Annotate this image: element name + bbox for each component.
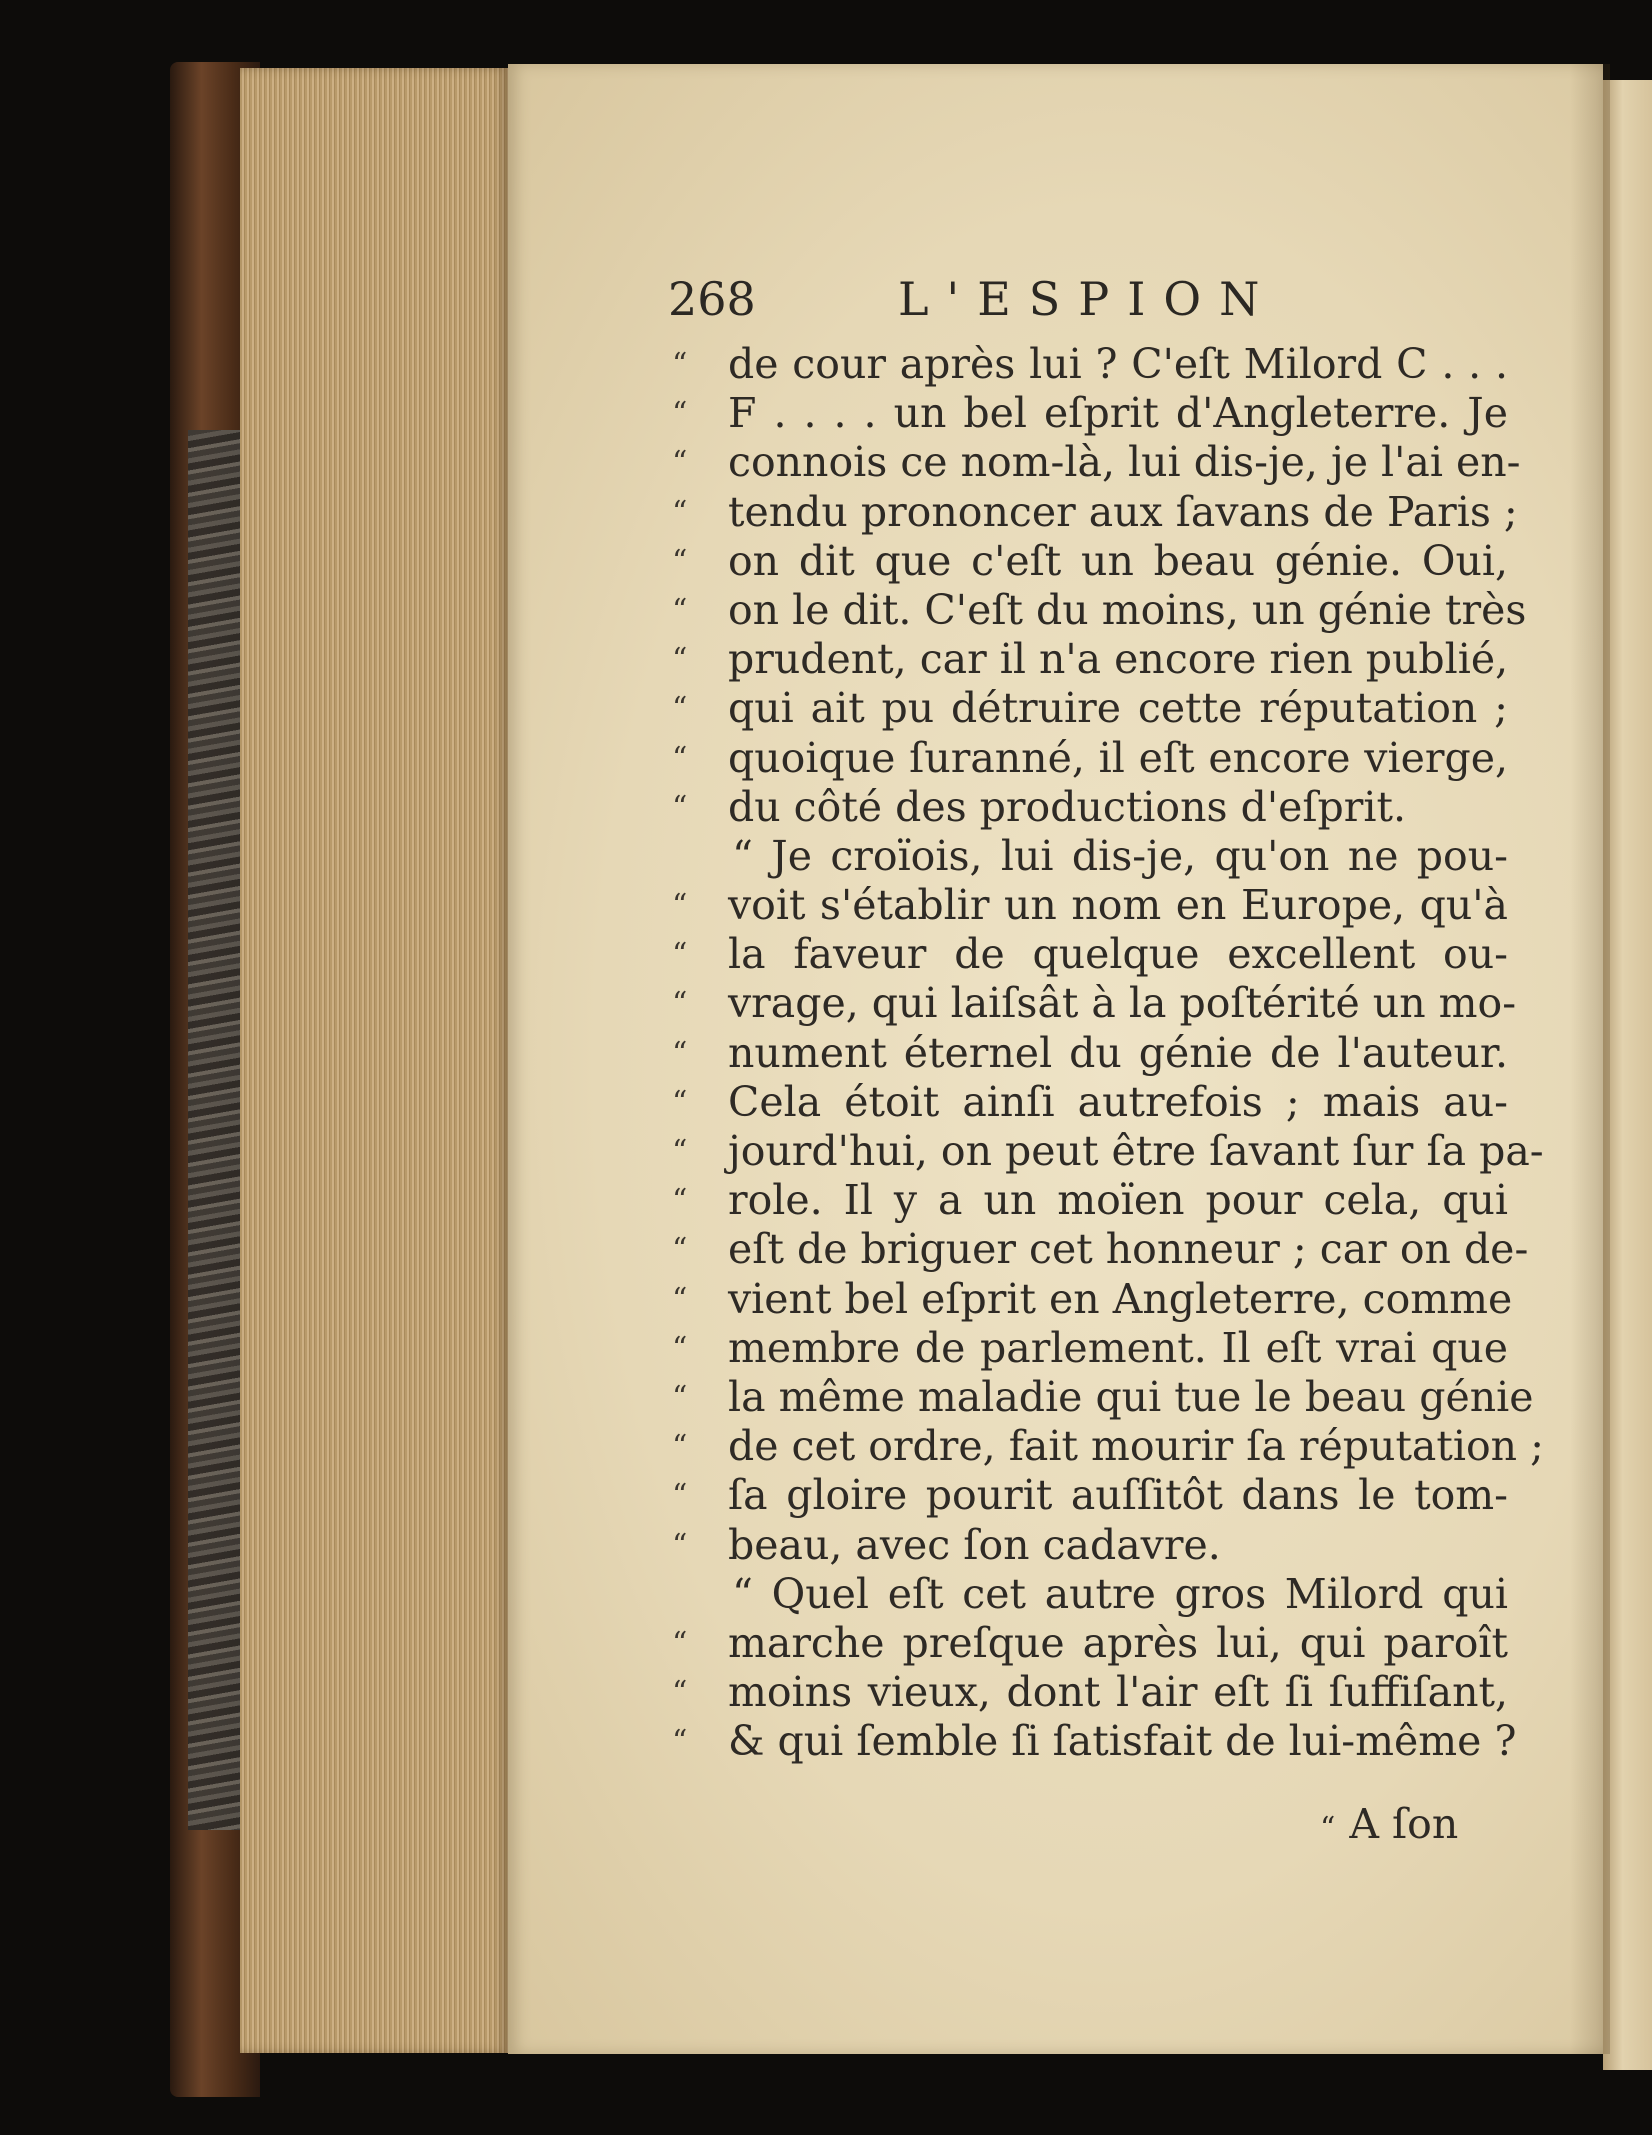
line-text: tendu prononcer aux ſavans de Paris ;	[728, 487, 1518, 536]
line-text: “ Je croïois, lui dis-je, qu'on ne pou-	[732, 831, 1508, 880]
text-line	[668, 1176, 1508, 1225]
line-text: la faveur de quelque excellent ou-	[728, 930, 1508, 979]
line-text: marche preſque après lui, qui paroît	[728, 1618, 1508, 1667]
line-text: membre de parlement. Il eſt vrai que	[728, 1323, 1508, 1372]
quote-mark: “	[672, 543, 688, 579]
text-line	[668, 1471, 1508, 1520]
text-line	[668, 487, 1518, 537]
quote-mark: “	[672, 1183, 688, 1219]
line-text: role. Il y a un moïen pour cela, qui	[728, 1176, 1508, 1225]
text-line	[668, 389, 1508, 438]
quote-mark: “	[672, 1527, 688, 1563]
quote-mark: “	[672, 1724, 688, 1760]
text-line	[668, 783, 1508, 832]
quote-mark: “	[672, 592, 688, 628]
text-line	[668, 734, 1508, 783]
text-line	[668, 881, 1508, 930]
line-text: beau, avec ſon cadavre.	[728, 1520, 1221, 1569]
catchword-text: A ſon	[1349, 1800, 1459, 1848]
quote-mark: “	[672, 1330, 688, 1366]
quote-mark: “	[672, 986, 688, 1022]
text-line	[668, 585, 1527, 635]
line-text: qui ait pu détruire cette réputation ;	[728, 684, 1508, 733]
quote-mark: “	[672, 396, 688, 432]
text-line	[668, 537, 1508, 586]
text-line	[668, 930, 1508, 979]
line-text: on dit que c'eſt un beau génie. Oui,	[728, 536, 1508, 585]
line-text: de cet ordre, fait mourir ſa réputation ;	[728, 1422, 1544, 1471]
quote-mark: “	[672, 1625, 688, 1661]
quote-mark: “	[672, 691, 688, 727]
line-text: on le dit. C'eſt du moins, un génie très	[728, 585, 1527, 634]
text-line	[668, 1668, 1508, 1717]
line-text: connois ce nom-là, lui dis-je, je l'ai en-	[728, 438, 1521, 487]
quote-mark: “	[672, 1134, 688, 1169]
text-line	[668, 684, 1508, 733]
line-text: eſt de briguer cet honneur ; car on de-	[728, 1225, 1529, 1274]
line-text: & qui ſemble ſi ſatisfait de lui-même ?	[728, 1717, 1517, 1766]
quote-mark: “	[672, 789, 688, 825]
text-line	[668, 979, 1517, 1028]
line-text: de cour après lui ? C'eſt Milord C . . .	[728, 340, 1508, 388]
line-text: nument éternel du génie de l'auteur.	[728, 1028, 1508, 1077]
catchword	[1320, 1800, 1458, 1848]
text-line	[668, 1521, 1508, 1570]
page-shadow	[1570, 64, 1610, 2054]
line-text: ſa gloire pourit auſſitôt dans le tom-	[728, 1471, 1508, 1520]
line-text: quoique ſuranné, il eſt encore vierge,	[728, 733, 1508, 782]
line-text: “ Quel eſt cet autre gros Milord qui	[732, 1569, 1508, 1618]
text-line	[668, 1570, 1508, 1619]
line-text: la même maladie qui tue le beau génie	[728, 1372, 1534, 1421]
line-text: jourd'hui, on peut être ſavant ſur ſa pa-	[728, 1127, 1544, 1175]
text-line	[668, 1274, 1513, 1324]
text-line	[668, 1717, 1517, 1766]
quote-mark: “	[1320, 1811, 1336, 1846]
quote-mark: “	[672, 888, 688, 924]
quote-mark: “	[672, 1429, 688, 1465]
quote-mark: “	[672, 1478, 688, 1514]
text-line	[668, 1225, 1529, 1274]
line-text: Cela étoit ainſi autrefois ; mais au-	[728, 1077, 1508, 1126]
line-text: voit s'établir un nom en Europe, qu'à	[728, 881, 1508, 930]
quote-mark: “	[672, 740, 688, 776]
text-line	[668, 438, 1521, 487]
quote-mark: “	[672, 937, 688, 973]
line-text: F . . . . un bel eſprit d'Angleterre. Je	[728, 389, 1508, 438]
line-text: vrage, qui laiſsât à la poſtérité un mo-	[728, 979, 1517, 1028]
facing-page-edge	[1603, 80, 1652, 2070]
page-number: 268	[668, 272, 756, 326]
text-line	[668, 1324, 1508, 1373]
page-header	[668, 272, 1313, 332]
line-text: vient bel eſprit en Angleterre, comme	[728, 1274, 1513, 1323]
quote-mark: “	[672, 494, 688, 530]
text-line	[668, 1078, 1508, 1127]
text-line	[668, 832, 1508, 881]
line-text: prudent, car il n'a encore rien publié,	[728, 635, 1509, 684]
page-edges	[240, 68, 508, 2053]
quote-mark: “	[672, 1084, 688, 1120]
text-line	[668, 1029, 1508, 1078]
quote-mark: “	[672, 445, 688, 481]
quote-mark: “	[672, 1232, 688, 1268]
text-block	[668, 340, 1544, 1766]
text-line	[668, 1422, 1544, 1471]
quote-mark: “	[672, 347, 688, 382]
text-line	[668, 635, 1508, 684]
running-title: L'ESPION	[898, 272, 1278, 326]
quote-mark: “	[672, 642, 688, 678]
quote-mark: “	[672, 1675, 688, 1711]
text-line	[668, 340, 1508, 389]
quote-mark: “	[672, 1379, 688, 1415]
quote-mark: “	[672, 1281, 688, 1317]
line-text: moins vieux, dont l'air eſt ſi ſuffiſant,	[728, 1668, 1508, 1717]
quote-mark: “	[672, 1035, 688, 1071]
line-text: du côté des productions d'eſprit.	[728, 782, 1407, 831]
text-line	[668, 1127, 1544, 1176]
text-line	[668, 1372, 1534, 1422]
text-line	[668, 1619, 1508, 1668]
